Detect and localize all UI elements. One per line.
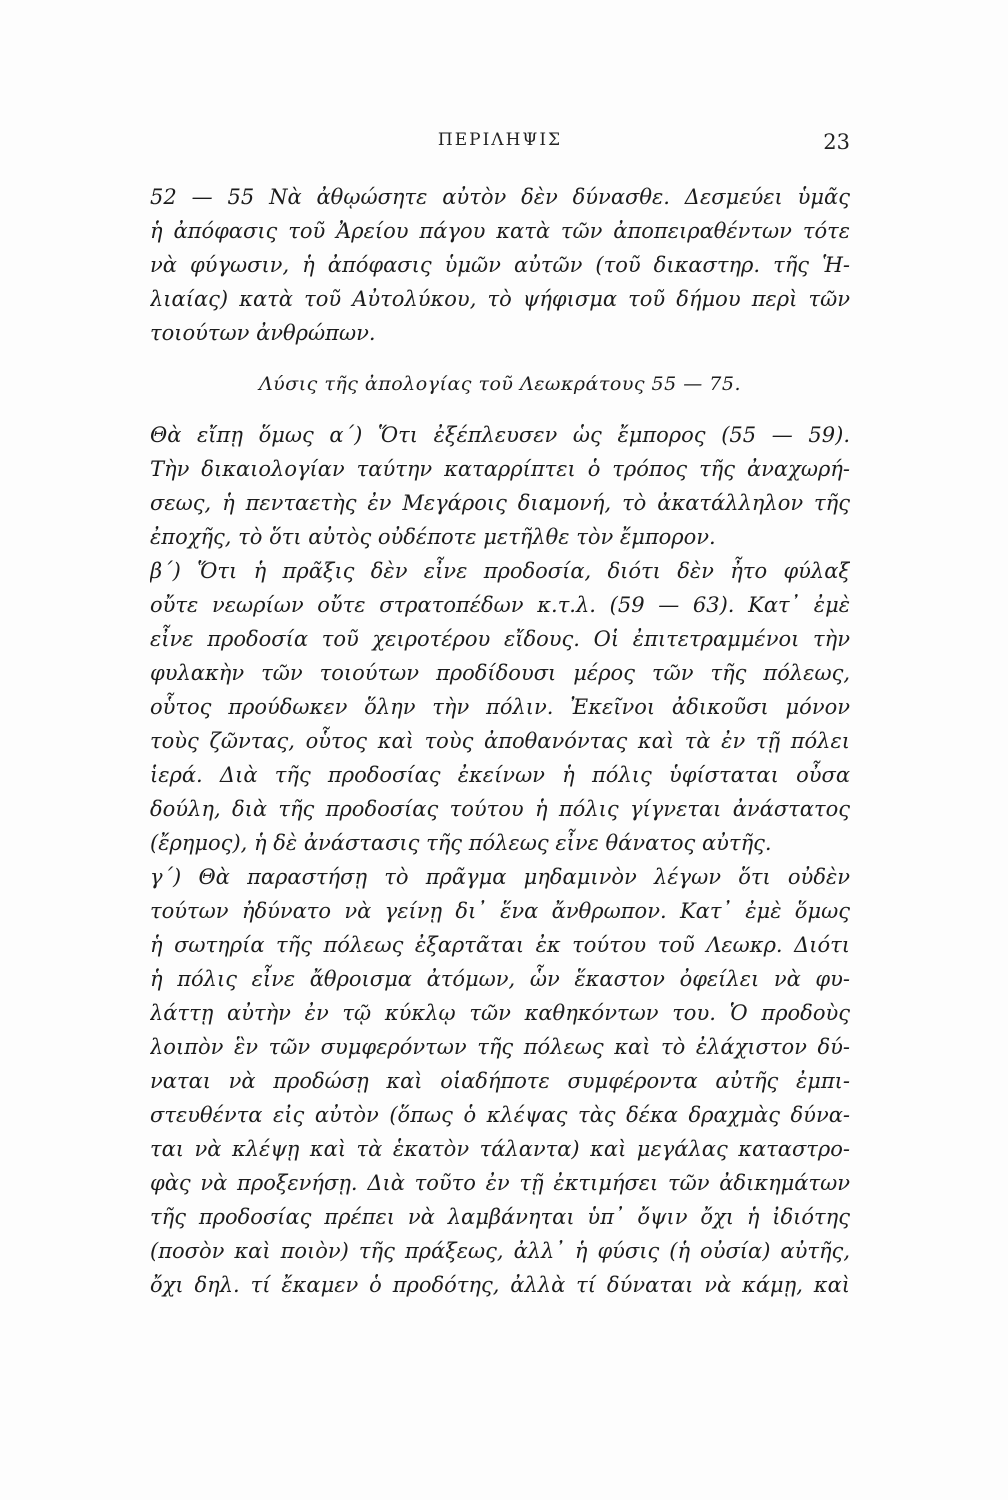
text-line: ἱερά. Διὰ τῆς προδοσίας ἐκείνων ἡ πόλις ὑφίσταται οὖσα [150,763,850,787]
text-line: λιαίας) κατὰ τοῦ Αὐτολύκου, τὸ ψήφισμα τοῦ δήμου περὶ τῶν [150,287,850,311]
section-gap [150,401,850,418]
text-line: γ΄) Θὰ παραστήσῃ τὸ πρᾶγμα μηδαμινὸν λέγων ὅτι οὐδὲν [150,865,850,889]
text-line: ὄχι δηλ. τί ἔκαμεν ὁ προδότης, ἀλλὰ τί δύναται νὰ κάμῃ, καὶ [150,1273,850,1297]
text-line: ἡ ἀπόφασις τοῦ Ἀρείου πάγου κατὰ τῶν ἀποπειραθέντων τότε [150,219,850,243]
text-line: β΄) Ὅτι ἡ πρᾶξις δὲν εἶνε προδοσία, διότι δὲν ἦτο φύλαξ [150,559,850,583]
text-line: εἶνε προδοσία τοῦ χειροτέρου εἴδους. Οἱ ἐπιτετραμμένοι τὴν [150,627,850,651]
text-line: ἡ σωτηρία τῆς πόλεως ἐξαρτᾶται ἐκ τούτου τοῦ Λεωκρ. Διότι [150,933,850,957]
page-header [150,130,850,160]
text-line: (ἔρημος), ἡ δὲ ἀνάστασις τῆς πόλεως εἶνε θάνατος αὐτῆς. [150,831,772,855]
page-number: 23 [823,130,850,154]
text-line: νὰ φύγωσιν, ἡ ἀπόφασις ὑμῶν αὐτῶν (τοῦ δικαστηρ. τῆς Ἡ- [150,253,850,277]
text-line: τοὺς ζῶντας, οὗτος καὶ τοὺς ἀποθανόντας καὶ τὰ ἐν τῇ πόλει [150,729,850,753]
text-line: στευθέντα εἰς αὐτὸν (ὅπως ὁ κλέψας τὰς δέκα δραχμὰς δύνα- [150,1103,850,1127]
text-line: λάττῃ αὐτὴν ἐν τῷ κύκλῳ τῶν καθηκόντων του. Ὁ προδοὺς [150,1001,850,1025]
text-line: ἐποχῆς, τὸ ὅτι αὐτὸς οὐδέποτε μετῆλθε τὸν ἔμπορον. [150,525,716,549]
text-line: Θὰ εἴπῃ ὅμως α΄) Ὅτι ἐξέπλευσεν ὡς ἔμπορος (55 — 59). [150,423,850,447]
section-heading: Λύσις τῆς ἀπολογίας τοῦ Λεωκράτους 55 — 75. [258,373,742,395]
text-line: φυλακὴν τῶν τοιούτων προδίδουσι μέρος τῶν τῆς πόλεως, [150,661,850,685]
text-line: Τὴν δικαιολογίαν ταύτην καταρρίπτει ὁ τρόπος τῆς ἀναχωρή- [150,457,850,481]
text-line: δούλη, διὰ τῆς προδοσίας τούτου ἡ πόλις γίγνεται ἀνάστατος [150,797,850,821]
body-text [150,180,850,1302]
text-line: τῆς προδοσίας πρέπει νὰ λαμβάνηται ὑπ᾽ ὄψιν ὄχι ἡ ἰδιότης [150,1205,850,1229]
text-line: φὰς νὰ προξενήσῃ. Διὰ τοῦτο ἐν τῇ ἐκτιμήσει τῶν ἀδικημάτων [150,1171,850,1195]
text-line: ται νὰ κλέψῃ καὶ τὰ ἑκατὸν τάλαντα) καὶ μεγάλας καταστρο- [150,1137,850,1161]
text-line: οὗτος προύδωκεν ὅλην τὴν πόλιν. Ἐκεῖνοι ἀδικοῦσι μόνον [150,695,850,719]
text-line: τούτων ἠδύνατο νὰ γείνῃ δι᾽ ἕνα ἄνθρωπον. Κατ᾽ ἐμὲ ὅμως [150,899,850,923]
text-line: τοιούτων ἀνθρώπων. [150,321,376,345]
running-title: ΠΕΡΙΛΗΨΙΣ [437,130,563,150]
text-line: σεως, ἡ πενταετὴς ἐν Μεγάροις διαμονή, τὸ ἀκατάλληλον τῆς [150,491,850,515]
text-line: ναται νὰ προδώσῃ καὶ οἱαδήποτε συμφέροντα αὐτῆς ἐμπι- [150,1069,850,1093]
text-line: (ποσὸν καὶ ποιὸν) τῆς πράξεως, ἀλλ᾽ ἡ φύσις (ἡ οὐσία) αὐτῆς, [150,1239,850,1263]
section-gap [150,350,850,367]
text-line: ἡ πόλις εἶνε ἄθροισμα ἀτόμων, ὧν ἕκαστον ὀφείλει νὰ φυ- [150,967,850,991]
text-line: 52 — 55 Νὰ ἀθῳώσητε αὐτὸν δὲν δύνασθε. Δεσμεύει ὑμᾶς [150,185,850,209]
text-line: λοιπὸν ἓν τῶν συμφερόντων τῆς πόλεως καὶ τὸ ἐλάχιστον δύ- [150,1035,850,1059]
text-line: οὔτε νεωρίων οὔτε στρατοπέδων κ.τ.λ. (59 — 63). Κατ᾽ ἐμὲ [150,593,850,617]
